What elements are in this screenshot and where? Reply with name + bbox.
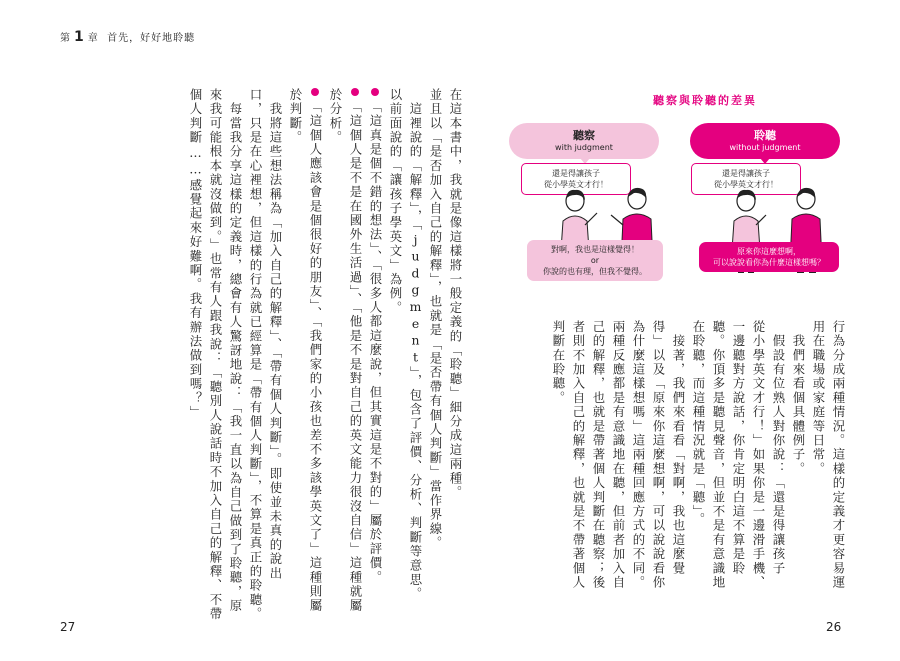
left-statement-line-2: 從小學英文才行！ (544, 180, 608, 189)
right-page-line: 為什麼這樣想嗎」這兩種回應方式的不同。 (631, 320, 646, 590)
left-page-line: 來我可能根本就沒做到。」也常有人跟我說：「聽別人說話時不加入自己的解釋、不帶 (208, 88, 223, 622)
left-page-line: 個人判斷……感覺起來好難啊。我有辦法做到嗎？」 (188, 88, 203, 420)
left-page-line: 並且以「是否加入自己的解釋」，也就是「是否帶有個人判斷」當作界線。 (428, 88, 443, 551)
bullet-continuation-line: 於分析。 (328, 88, 343, 145)
right-response-line-2: 可以說說看你為什麼這樣想嗎？ (713, 258, 825, 267)
chapter-prefix: 第 (60, 33, 71, 44)
page-number-left: 27 (60, 620, 76, 634)
bullet-continuation-line: 於判斷。 (288, 88, 303, 145)
right-response-line-1: 原來你這麼想啊， (737, 247, 801, 256)
right-page-line: 用在職場或家庭等日常。 (811, 320, 826, 477)
bullet-dot-icon (371, 88, 379, 96)
right-page-line: 己的解釋，也就是帶著個人判斷在聽察；後 (591, 320, 606, 590)
page-number-right: 26 (826, 620, 842, 634)
right-statement-line-2: 從小學英文才行！ (714, 180, 778, 189)
right-page-line: 在聆聽，而這種情況就是「聽」。 (691, 320, 706, 527)
chapter-number: 1 (74, 29, 85, 45)
bullet-text: 「這個人是不是在國外生活過」、「他是不是對自己的英文能力很沒自信」這種就屬 (348, 100, 363, 613)
judgment-label-pill (509, 123, 659, 159)
left-page-text (80, 88, 465, 622)
bullet-text: 「這真是個不錯的想法」、「很多人都這麼說，但其實這是不對的」屬於評價。 (368, 100, 383, 585)
left-response-line-2: or (590, 256, 600, 265)
bullet-text: 「這個人應該會是個很好的朋友」、「我們家的小孩也差不多該學英文了」這種則屬 (308, 100, 323, 613)
right-page-line: 者則不加入自己的解釋，也就是不帶著個人 (571, 320, 586, 590)
right-statement-line-1: 還是得讓孩子 (722, 169, 770, 178)
chapter-header (60, 29, 195, 45)
left-page-line: 口，只是在心裡想，但這樣的行為就已經算是「帶有個人判斷」，不算是真正的聆聽。 (248, 88, 263, 622)
right-page-line: 我們來看個具體例子。 (791, 320, 806, 477)
left-response-line-1: 對啊，我也是這樣覺得！ (551, 245, 639, 254)
bullet-dot-icon (351, 88, 359, 96)
right-page-line: 接著，我們來看看「對啊，我也這麼覺 (671, 320, 686, 576)
chapter-suffix: 章 (87, 33, 99, 44)
left-response-line-3: 你說的也有理，但我不覺得。 (543, 267, 647, 276)
right-page-line: 聽。你頂多是聽見聲音，但並不是有意識地 (711, 320, 726, 590)
left-response-bubble (527, 240, 663, 281)
right-page-line: 行為分成兩種情況。這樣的定義才更容易運 (831, 320, 846, 590)
left-statement-line-1: 還是得讓孩子 (552, 169, 600, 178)
left-page-line: 這裡說的「解釋」，「judgment」，包含了評價、分析、判斷等意思。 (408, 88, 423, 602)
left-page-line: 我將這些想法稱為「加入自己的解釋」、「帶有個人判斷」。即使並未真的說出 (268, 88, 283, 581)
bullet-dot-icon (311, 88, 319, 96)
bullet-line (365, 88, 385, 588)
left-page-line: 每當我分享這樣的定義時，總會有人驚訝地說：「我一直以為自己做到了聆聽，原 (228, 88, 243, 614)
bullet-line (305, 88, 325, 613)
right-page-line: 兩種反應都是有意識地在聽，但前者加入自 (611, 320, 626, 590)
judgment-sublabel: with judgment (555, 143, 613, 152)
listening-label-pill (690, 123, 840, 159)
right-page-line: 從小學英文才行！」如果你是一邊滑手機、 (751, 320, 766, 590)
right-page-text (488, 320, 848, 590)
right-page-line: 得」以及「原來你這麼想啊，可以說說看你 (651, 320, 666, 590)
diagram-title: 聽察與聆聽的差異 (653, 94, 757, 107)
left-page-line: 以前面說的「讓孩子學英文」為例。 (388, 88, 403, 316)
left-page-line: 在這本書中，我就是像這樣將一般定義的「聆聽」細分成這兩種。 (448, 88, 463, 500)
bullet-line (345, 88, 365, 613)
right-page-line: 判斷在聆聽。 (551, 320, 566, 406)
listening-label: 聆聽 (754, 129, 776, 142)
judgment-label: 聽察 (573, 129, 595, 142)
right-page-line: 一邊聽對方說話，你肯定明白這不算是聆 (731, 320, 746, 576)
listening-sublabel: without judgment (729, 143, 801, 152)
right-response-bubble (699, 242, 839, 272)
chapter-title: 首先，好好地聆聽 (107, 33, 196, 44)
right-page-line: 假設有位熟人對你說：「還是得讓孩子 (771, 320, 786, 576)
